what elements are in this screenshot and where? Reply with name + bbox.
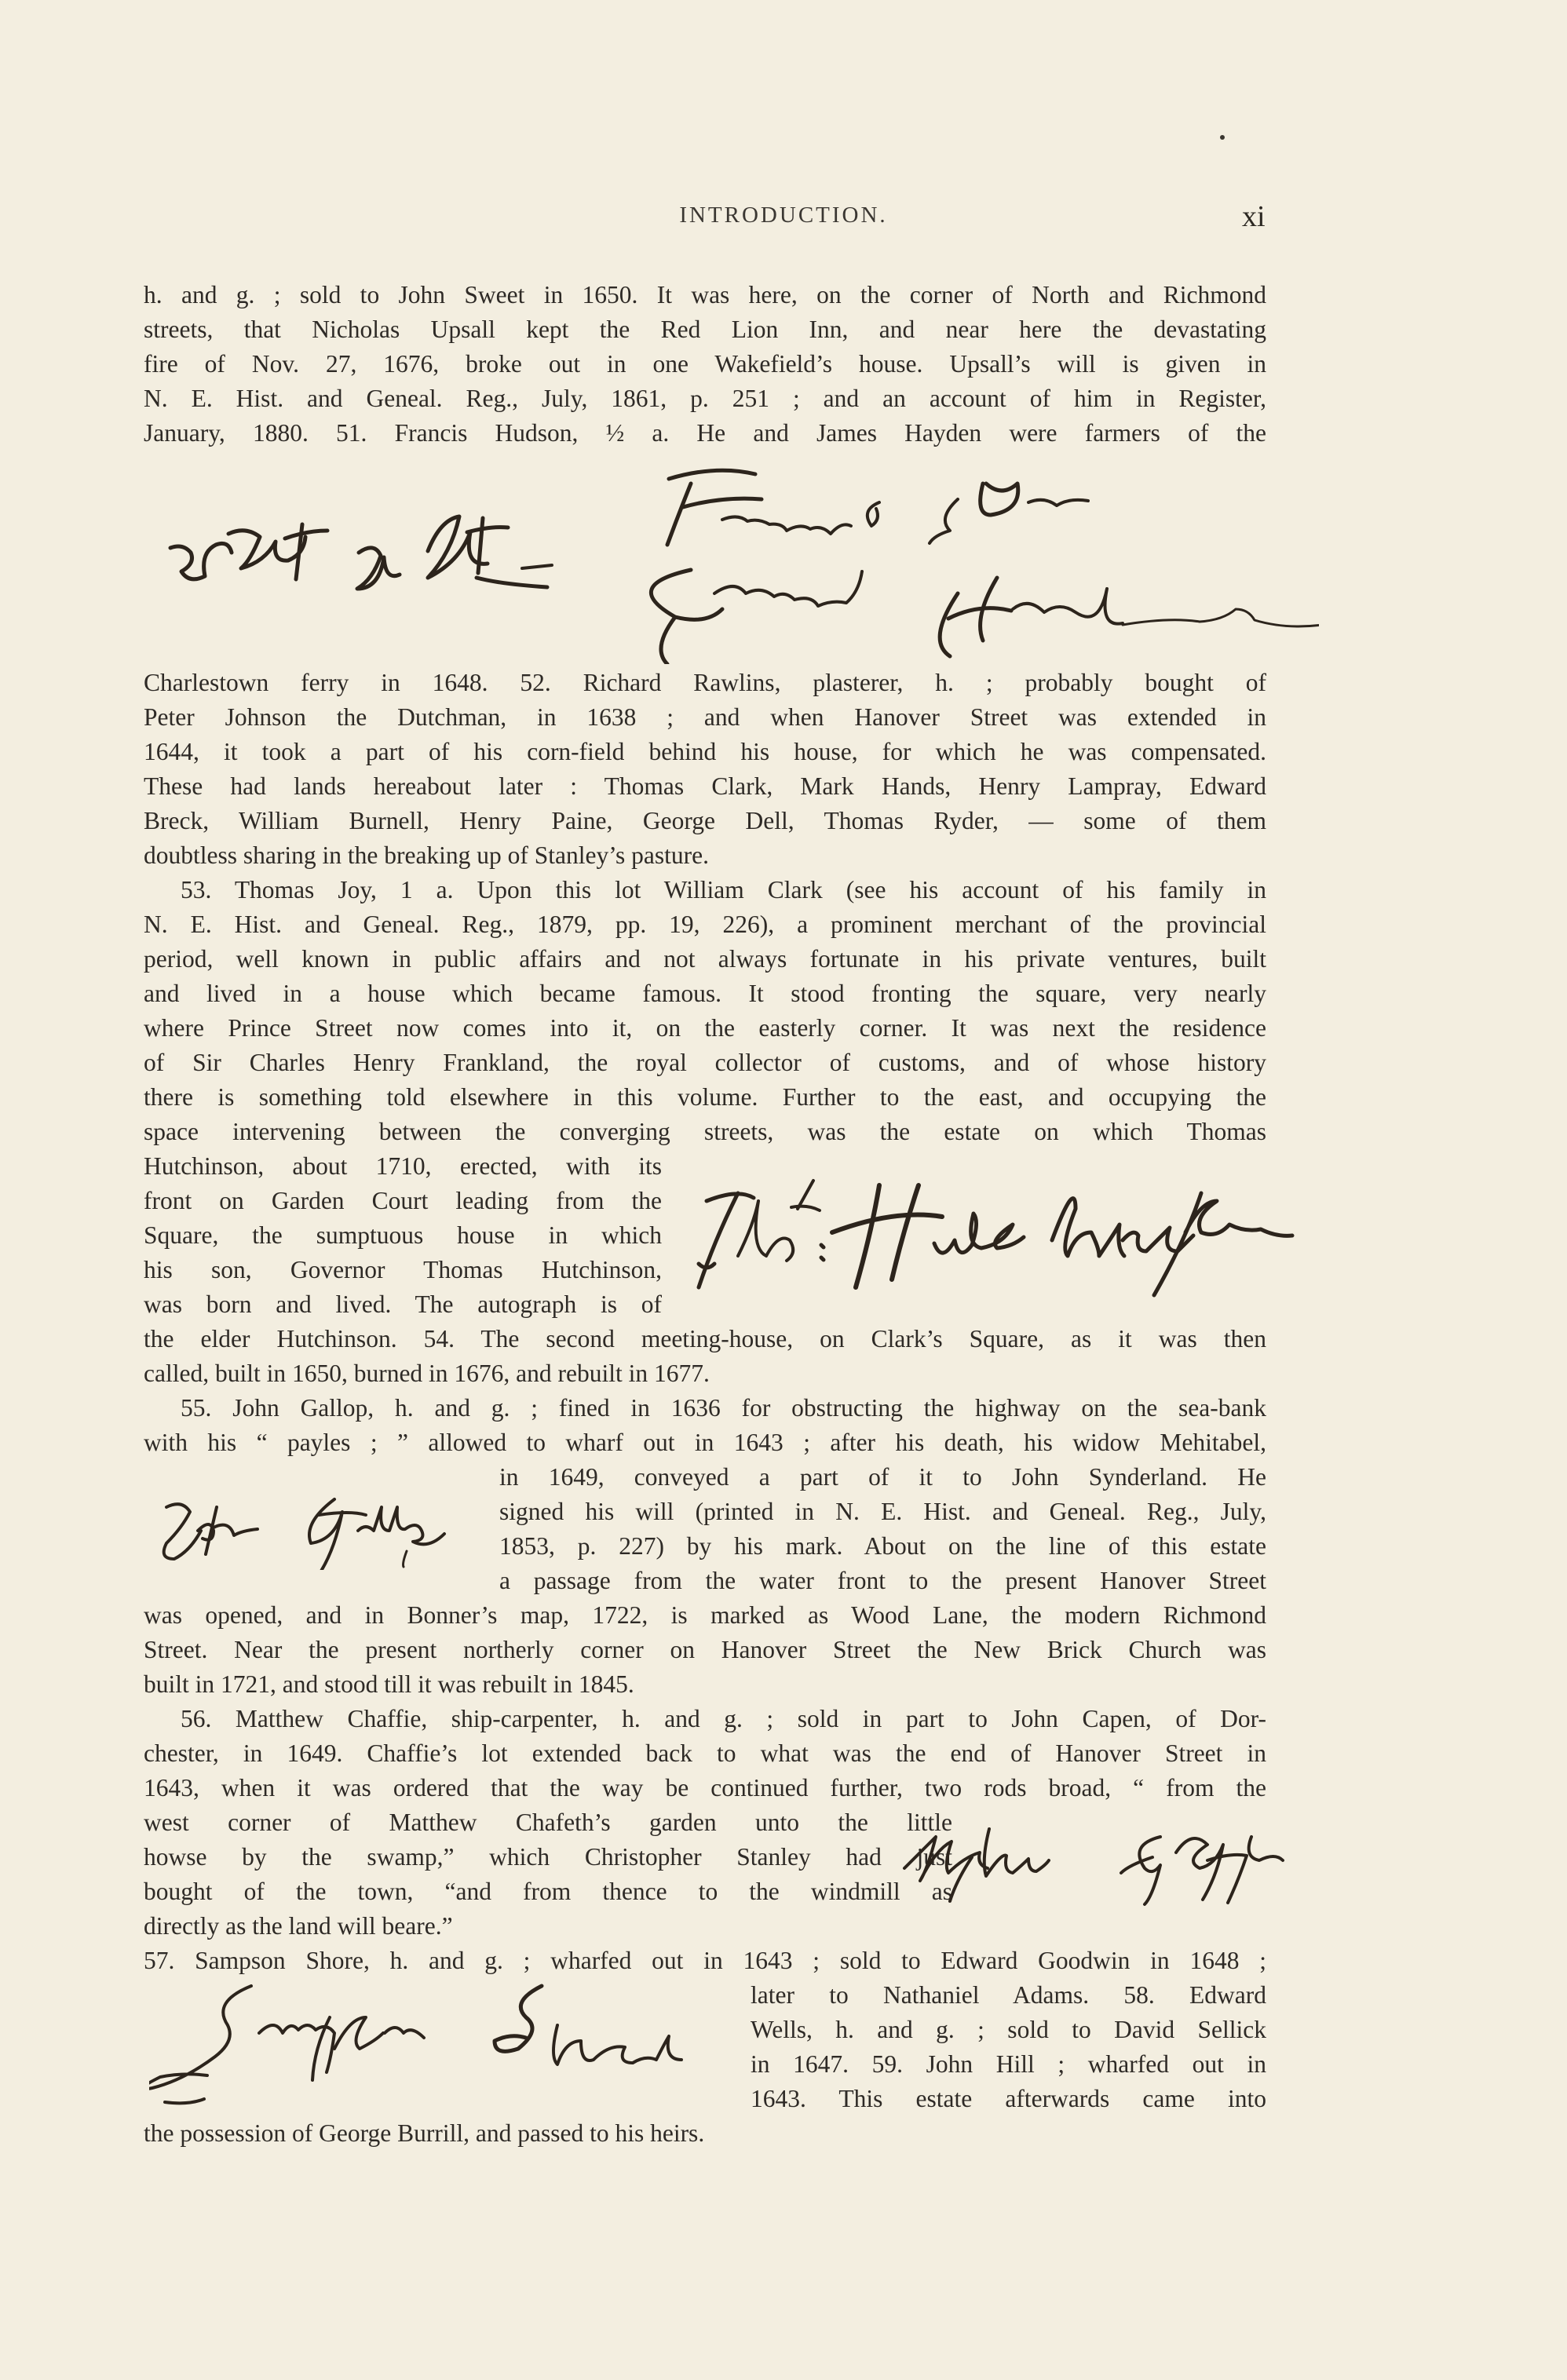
text-line: streets, that Nicholas Upsall kept the Red Lion Inn, and near here the devastating (144, 316, 1266, 343)
page-number: xi (1242, 200, 1266, 233)
ink-speck (1220, 135, 1225, 140)
text-line: Hutchinson, about 1710, erected, with its (144, 1152, 662, 1180)
text-line: These had lands hereabout later : Thomas Clark, Mark Hands, Henry Lampray, Edward (144, 772, 1266, 800)
text-line: signed his will (printed in N. E. Hist. and Geneal. Reg., July, (499, 1498, 1266, 1525)
text-line: doubtless sharing in the breaking up of Stanley’s pasture. (144, 841, 709, 869)
text-line: was born and lived. The autograph is of (144, 1290, 662, 1318)
signature-thomas-hutchinson (683, 1170, 1303, 1303)
text-line: of Sir Charles Henry Frankland, the royal collector of customs, and of whose history (144, 1049, 1266, 1076)
text-line: a passage from the water front to the present Hanover Street (499, 1567, 1266, 1594)
text-line: 57. Sampson Shore, h. and g. ; wharfed out in 1643 ; sold to Edward Goodwin in 1648 ; (144, 1947, 1266, 1974)
text-line: Breck, William Burnell, Henry Paine, George Dell, Thomas Ryder, — some of them (144, 807, 1266, 834)
text-line: period, well known in public affairs and not always fortunate in his private ventures, built (144, 945, 1266, 973)
signature-john-gallop (154, 1484, 484, 1570)
text-line: in 1649, conveyed a part of it to John Synderland. He (499, 1463, 1266, 1491)
page-title: INTRODUCTION. (679, 203, 888, 228)
text-line: built in 1721, and stood till it was rebuilt in 1845. (144, 1670, 634, 1698)
text-line: in 1647. 59. John Hill ; wharfed out in (751, 2050, 1266, 2078)
text-line: where Prince Street now comes into it, on the easterly corner. It was next the residence (144, 1014, 1266, 1042)
text-line: there is something told elsewhere in this volume. Further to the east, and occupying the (144, 1083, 1266, 1111)
signature-sampson-shoare (149, 1978, 746, 2112)
signature-nich-upsall (153, 502, 577, 620)
text-line: with his “ payles ; ” allowed to wharf out in 1643 ; after his death, his widow Mehitabel, (144, 1429, 1266, 1456)
text-line: N. E. Hist. and Geneal. Reg., 1879, pp. 19, 226), a prominent merchant of the provincial (144, 911, 1266, 938)
text-line: was opened, and in Bonner’s map, 1722, is marked as Wood Lane, the modern Richmond (144, 1601, 1266, 1629)
text-line: h. and g. ; sold to John Sweet in 1650. It was here, on the corner of North and Richmond (144, 281, 1266, 308)
text-line: his son, Governor Thomas Hutchinson, (144, 1256, 662, 1283)
text-line: 1643, when it was ordered that the way be continued further, two rods broad, “ from the (144, 1774, 1266, 1801)
text-line: directly as the land will beare.” (144, 1912, 453, 1940)
text-line: the possession of George Burrill, and passed to his heirs. (144, 2119, 705, 2147)
text-line: howse by the swamp,” which Christopher Stanley had just (144, 1843, 952, 1871)
text-line: 1643. This estate afterwards came into (751, 2085, 1266, 2112)
text-line: bought of the town, “and from thence to the windmill as (144, 1878, 952, 1905)
signature-matthew-chaffie (901, 1813, 1302, 1907)
text-line: Square, the sumptuous house in which (144, 1221, 662, 1249)
text-line: chester, in 1649. Chaffie’s lot extended back to what was the end of Hanover Street in (144, 1739, 1266, 1767)
text-line: later to Nathaniel Adams. 58. Edward (751, 1981, 1266, 2009)
text-line: west corner of Matthew Chafeth’s garden unto the little (144, 1809, 952, 1836)
text-line: 53. Thomas Joy, 1 a. Upon this lot William Clark (see his account of his family in (181, 876, 1266, 903)
text-line: N. E. Hist. and Geneal. Reg., July, 1861, p. 251 ; and an account of him in Register, (144, 385, 1266, 412)
text-line: Peter Johnson the Dutchman, in 1638 ; and when Hanover Street was extended in (144, 703, 1266, 731)
signature-james-hayden (620, 546, 1319, 664)
text-line: Charlestown ferry in 1648. 52. Richard Rawlins, plasterer, h. ; probably bought of (144, 669, 1266, 696)
text-line: January, 1880. 51. Francis Hudson, ½ a. He and James Hayden were farmers of the (144, 419, 1266, 447)
signature-francis-hudson (620, 468, 1154, 554)
text-line: space intervening between the converging streets, was the estate on which Thomas (144, 1118, 1266, 1145)
text-line: 55. John Gallop, h. and g. ; fined in 1636 for obstructing the highway on the sea-bank (181, 1394, 1266, 1422)
text-line: 1853, p. 227) by his mark. About on the line of this estate (499, 1532, 1266, 1560)
text-line: 56. Matthew Chaffie, ship-carpenter, h. and g. ; sold in part to John Capen, of Dor- (181, 1705, 1266, 1732)
running-header (0, 200, 1567, 242)
text-line: Street. Near the present northerly corner on Hanover Street the New Brick Church was (144, 1636, 1266, 1663)
text-line: the elder Hutchinson. 54. The second meeting-house, on Clark’s Square, as it was then (144, 1325, 1266, 1352)
text-line: Wells, h. and g. ; sold to David Sellick (751, 2016, 1266, 2043)
text-line: front on Garden Court leading from the (144, 1187, 662, 1214)
text-line: called, built in 1650, burned in 1676, and rebuilt in 1677. (144, 1360, 710, 1387)
text-line: fire of Nov. 27, 1676, broke out in one Wakefield’s house. Upsall’s will is given in (144, 350, 1266, 378)
text-line: 1644, it took a part of his corn-field behind his house, for which he was compensated. (144, 738, 1266, 765)
text-line: and lived in a house which became famous. It stood fronting the square, very nearly (144, 980, 1266, 1007)
